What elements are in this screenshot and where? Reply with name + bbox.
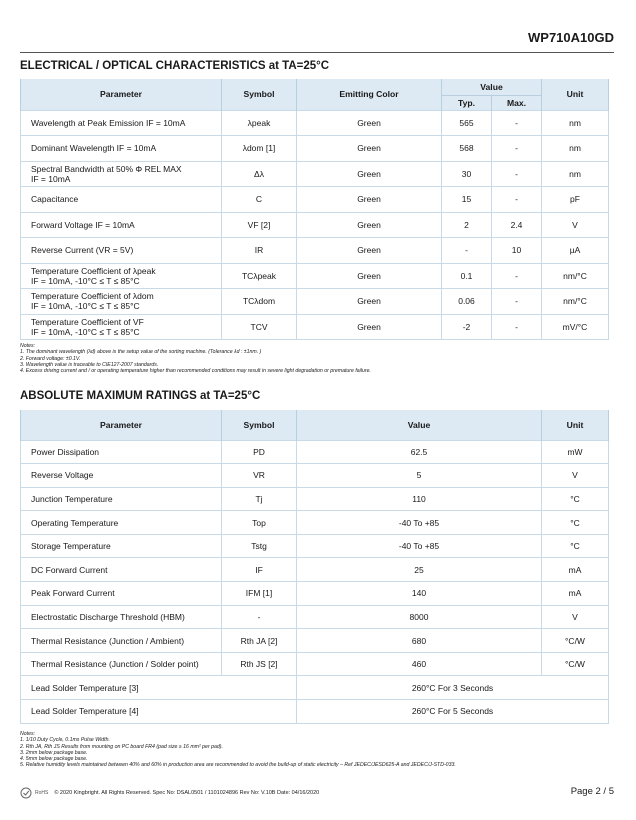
max-cell: -: [492, 187, 542, 213]
table-row: [21, 605, 609, 629]
param-cell: Power Dissipation: [21, 440, 222, 464]
note-line: 1. 1/10 Duty Cycle, 0.1ms Pulse Width.: [20, 737, 110, 744]
symbol-cell: Tj: [222, 487, 297, 511]
recycle-icon: [20, 787, 32, 799]
symbol-cell: Rth JA [2]: [222, 629, 297, 653]
value-cell: 680: [297, 629, 542, 653]
unit-cell: nm: [542, 136, 609, 162]
color-cell: Green: [297, 212, 442, 238]
unit-cell: °C: [542, 487, 609, 511]
value-cell: 260°C For 5 Seconds: [297, 700, 609, 724]
typ-cell: 0.1: [442, 263, 492, 289]
max-cell: -: [492, 314, 542, 340]
symbol-cell: Δλ: [222, 161, 297, 187]
note-line: 3. Wavelength value is traceable to CIE127-2007 standards.: [20, 361, 159, 368]
unit-cell: mA: [542, 582, 609, 606]
absolute-section-title: ABSOLUTE MAXIMUM RATINGS at TA=25°C: [20, 390, 261, 402]
unit-cell: nm/°C: [542, 263, 609, 289]
table-row: [21, 558, 609, 582]
typ-cell: 2: [442, 212, 492, 238]
table-row: [21, 582, 609, 606]
abs-col-symbol: Symbol: [222, 410, 297, 440]
table-row: [21, 652, 609, 676]
max-cell: -: [492, 263, 542, 289]
symbol-cell: TCV: [222, 314, 297, 340]
typ-cell: -2: [442, 314, 492, 340]
param-cell: Reverse Current (VR = 5V): [21, 238, 222, 264]
typ-cell: 565: [442, 110, 492, 136]
unit-cell: pF: [542, 187, 609, 213]
symbol-cell: λdom [1]: [222, 136, 297, 162]
symbol-cell: TCλpeak: [222, 263, 297, 289]
table-row: [21, 263, 609, 289]
col-parameter: Parameter: [21, 79, 222, 110]
table-row: [21, 464, 609, 488]
typ-cell: 15: [442, 187, 492, 213]
notes-heading: Notes:: [20, 731, 35, 737]
note-line: 4. 5mm below package base.: [20, 756, 88, 763]
unit-cell: mV/°C: [542, 314, 609, 340]
table-row: [21, 238, 609, 264]
symbol-cell: VF [2]: [222, 212, 297, 238]
typ-cell: 0.06: [442, 289, 492, 315]
color-cell: Green: [297, 187, 442, 213]
note-line: 3. 2mm below package base.: [20, 749, 88, 756]
param-cell: Reverse Voltage: [21, 464, 222, 488]
table-row: [21, 440, 609, 464]
unit-cell: V: [542, 212, 609, 238]
col-unit: Unit: [542, 79, 609, 110]
color-cell: Green: [297, 136, 442, 162]
max-cell: -: [492, 289, 542, 315]
unit-cell: µA: [542, 238, 609, 264]
typ-cell: -: [442, 238, 492, 264]
typ-cell: 30: [442, 161, 492, 187]
param-cell: Thermal Resistance (Junction / Ambient): [21, 629, 222, 653]
abs-col-parameter: Parameter: [21, 410, 222, 440]
part-number: WP710A10GD: [528, 30, 614, 45]
note-line: 2. Forward voltage: ±0.1V.: [20, 355, 81, 362]
param-cell: Forward Voltage IF = 10mA: [21, 212, 222, 238]
col-typ: Typ.: [442, 95, 492, 110]
value-cell: 62.5: [297, 440, 542, 464]
note-line: 2. Rth JA, Rth JS Results from mounting on PC board FR4 (pad size ≥ 16 mm² per pad).: [20, 743, 223, 750]
max-cell: 2.4: [492, 212, 542, 238]
col-max: Max.: [492, 95, 542, 110]
abs-col-unit: Unit: [542, 410, 609, 440]
symbol-cell: IF: [222, 558, 297, 582]
absolute-notes: [20, 731, 456, 769]
param-cell: Spectral Bandwidth at 50% Φ REL MAX IF = 10mA: [21, 161, 222, 187]
electrical-notes: [20, 343, 371, 374]
param-cell: Junction Temperature: [21, 487, 222, 511]
symbol-cell: λpeak: [222, 110, 297, 136]
unit-cell: nm: [542, 110, 609, 136]
color-cell: Green: [297, 110, 442, 136]
table-row: [21, 534, 609, 558]
value-cell: 110: [297, 487, 542, 511]
table-row: [21, 487, 609, 511]
value-cell: 5: [297, 464, 542, 488]
absolute-ratings-table: [20, 410, 609, 724]
unit-cell: mW: [542, 440, 609, 464]
value-cell: -40 To +85: [297, 511, 542, 535]
unit-cell: °C: [542, 534, 609, 558]
value-cell: 25: [297, 558, 542, 582]
param-cell: Storage Temperature: [21, 534, 222, 558]
color-cell: Green: [297, 263, 442, 289]
param-cell: Lead Solder Temperature [4]: [21, 700, 297, 724]
symbol-cell: IFM [1]: [222, 582, 297, 606]
unit-cell: nm/°C: [542, 289, 609, 315]
param-cell: Temperature Coefficient of λpeak IF = 10mA, -10°C ≤ T ≤ 85°C: [21, 263, 222, 289]
symbol-cell: PD: [222, 440, 297, 464]
param-cell: Dominant Wavelength IF = 10mA: [21, 136, 222, 162]
param-cell: Wavelength at Peak Emission IF = 10mA: [21, 110, 222, 136]
rohs-label: RoHS: [35, 790, 49, 796]
col-symbol: Symbol: [222, 79, 297, 110]
symbol-cell: Rth JS [2]: [222, 652, 297, 676]
color-cell: Green: [297, 314, 442, 340]
symbol-cell: C: [222, 187, 297, 213]
notes-heading: Notes:: [20, 343, 35, 349]
color-cell: Green: [297, 238, 442, 264]
copyright: © 2020 Kingbright. All Rights Reserved. Spec No: DSAL0501 / 1101024896 Rev No: V.10B Date: 04/16/2020: [54, 790, 320, 796]
table-row: [21, 314, 609, 340]
param-cell: Peak Forward Current: [21, 582, 222, 606]
value-cell: 140: [297, 582, 542, 606]
note-line: 4. Excess driving current and / or operating temperature higher than recommended conditions may result in severe light degradation or premature failure.: [20, 368, 371, 375]
max-cell: -: [492, 136, 542, 162]
table-row: [21, 161, 609, 187]
param-cell: Lead Solder Temperature [3]: [21, 676, 297, 700]
rohs-logo: [20, 787, 48, 799]
typ-cell: 568: [442, 136, 492, 162]
unit-cell: °C: [542, 511, 609, 535]
color-cell: Green: [297, 161, 442, 187]
param-cell: Thermal Resistance (Junction / Solder point): [21, 652, 222, 676]
value-cell: 460: [297, 652, 542, 676]
symbol-cell: Top: [222, 511, 297, 535]
electrical-section-title: ELECTRICAL / OPTICAL CHARACTERISTICS at TA=25°C: [20, 60, 330, 72]
symbol-cell: VR: [222, 464, 297, 488]
table-row: [21, 700, 609, 724]
table-row: [21, 187, 609, 213]
symbol-cell: Tstg: [222, 534, 297, 558]
unit-cell: V: [542, 605, 609, 629]
value-cell: 8000: [297, 605, 542, 629]
table-row: [21, 289, 609, 315]
table-row: [21, 676, 609, 700]
param-cell: Electrostatic Discharge Threshold (HBM): [21, 605, 222, 629]
note-line: 5. Relative humidity levels maintained between 40% and 60% in production area are recommended to avoid the build-up of static electricity – Ref JEDEC/JESD625-A and JEDEC/J-STD-033.: [20, 762, 456, 769]
symbol-cell: -: [222, 605, 297, 629]
param-cell: Temperature Coefficient of λdom IF = 10mA, -10°C ≤ T ≤ 85°C: [21, 289, 222, 315]
param-cell: Capacitance: [21, 187, 222, 213]
symbol-cell: IR: [222, 238, 297, 264]
max-cell: -: [492, 161, 542, 187]
unit-cell: mA: [542, 558, 609, 582]
max-cell: -: [492, 110, 542, 136]
unit-cell: V: [542, 464, 609, 488]
footer: [20, 787, 319, 799]
value-cell: 260°C For 3 Seconds: [297, 676, 609, 700]
unit-cell: °C/W: [542, 629, 609, 653]
header-rule: [20, 52, 614, 53]
note-line: 1. The dominant wavelength (λd) above is the setup value of the sorting machine. (Tolerance λd : ±1nm. ): [20, 349, 262, 356]
col-emitting-color: Emitting Color: [297, 79, 442, 110]
unit-cell: °C/W: [542, 652, 609, 676]
col-value: Value: [442, 79, 542, 95]
param-cell: DC Forward Current: [21, 558, 222, 582]
electrical-table: [20, 79, 609, 340]
page-number: Page 2 / 5: [570, 786, 614, 797]
max-cell: 10: [492, 238, 542, 264]
param-cell: Temperature Coefficient of VF IF = 10mA, -10°C ≤ T ≤ 85°C: [21, 314, 222, 340]
value-cell: -40 To +85: [297, 534, 542, 558]
abs-col-value: Value: [297, 410, 542, 440]
table-row: [21, 110, 609, 136]
table-row: [21, 629, 609, 653]
symbol-cell: TCλdom: [222, 289, 297, 315]
unit-cell: nm: [542, 161, 609, 187]
param-cell: Operating Temperature: [21, 511, 222, 535]
table-row: [21, 212, 609, 238]
table-row: [21, 511, 609, 535]
table-row: [21, 136, 609, 162]
color-cell: Green: [297, 289, 442, 315]
